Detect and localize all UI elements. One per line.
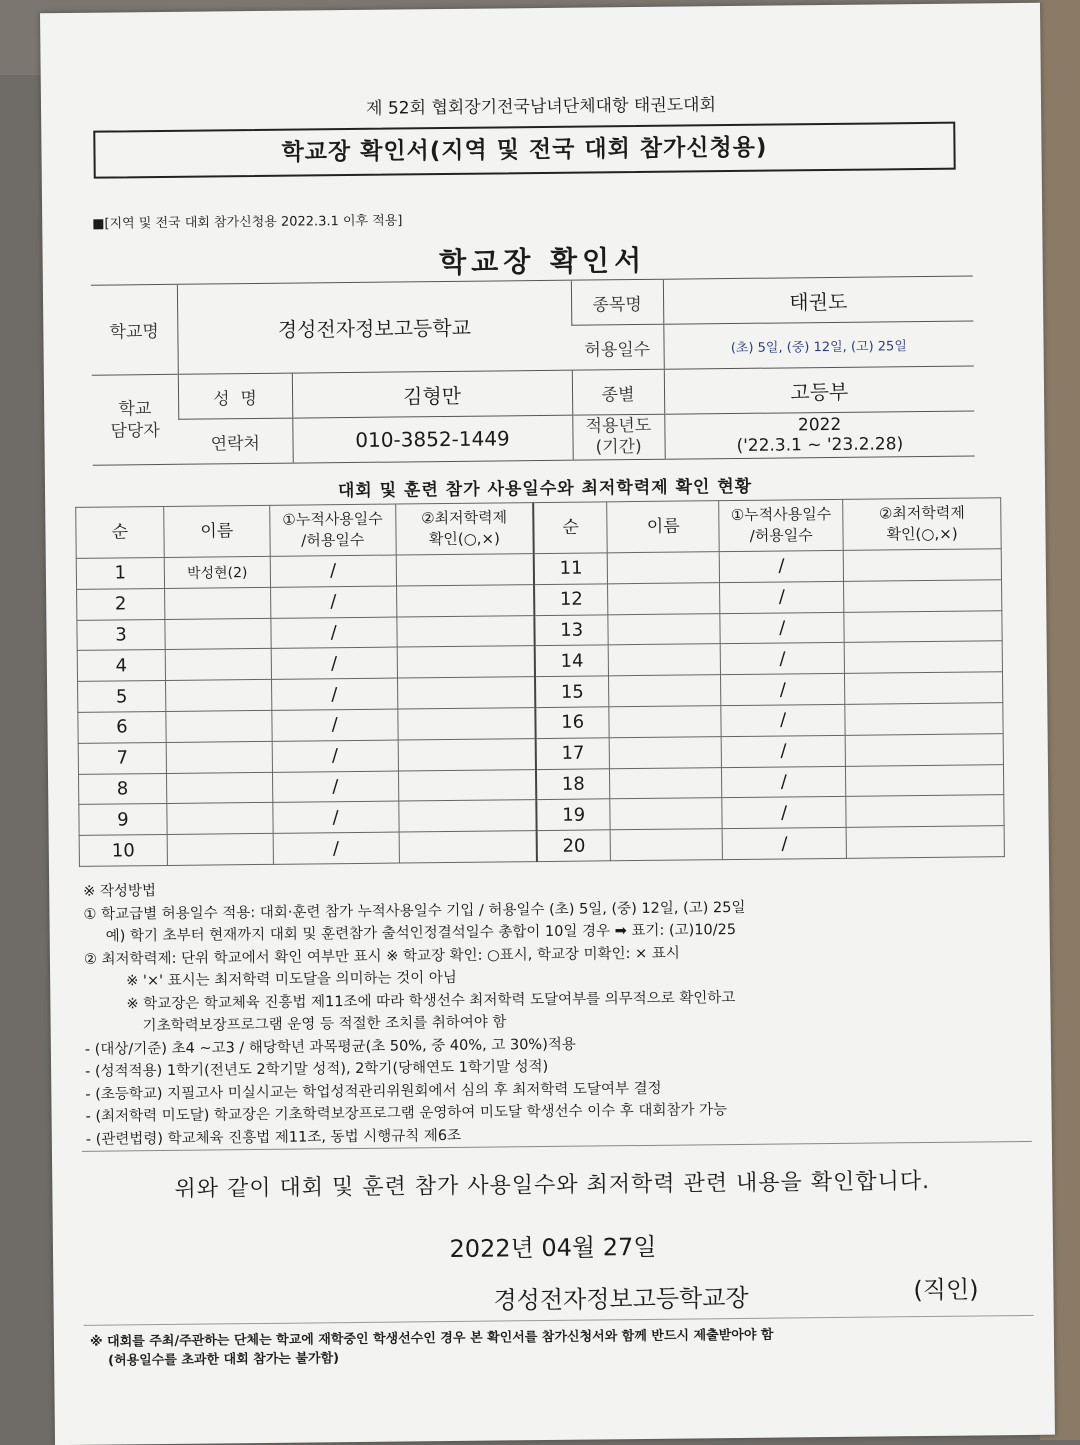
student-name: [610, 798, 722, 830]
col-header-name: 이름: [607, 501, 719, 553]
method-line: - (초등학교) 지필고사 미실시교는 학업성적관리위원회에서 심의 후 최저학력 도달여부 결정: [85, 1080, 662, 1103]
col-header-min-academic: ②최저학력제 확인(○,×): [843, 498, 1001, 551]
confirm-statement: 위와 같이 대회 및 훈련 참가 사용일수와 최저학력 관련 내용을 확인합니다.: [174, 1168, 931, 1202]
min-academic-check: [396, 554, 534, 586]
method-line: - (최저학력 미도달) 학교장은 기초학력보장프로그램 운영하여 미도달 학생선수 이수 후 대회참가 가능: [85, 1102, 728, 1125]
method-line: ① 학교급별 허용일수 적용: 대회·훈련 참가 누적사용일수 기입 / 허용일수 (초) 5일, (중) 12일, (고) 25일: [83, 899, 746, 923]
min-academic-check: [398, 769, 536, 801]
min-academic-check: [398, 800, 536, 832]
period-value: ('22.3.1 ~ '23.2.28): [736, 434, 904, 456]
col-header-used-days: ①누적사용일수 /허용일수: [269, 504, 395, 556]
used-days: /: [271, 678, 397, 710]
student-name: [609, 644, 721, 676]
row-number: 2: [77, 588, 165, 620]
header-title: 학교장 확인서(지역 및 전국 대회 참가신청용): [93, 122, 955, 179]
writing-method: [83, 871, 1026, 1151]
min-academic-check: [398, 738, 536, 770]
method-line: 예) 학기 초부터 현재까지 대회 및 훈련참가 출석인정결석일수 총합이 10일 경우 ➡ 표기: (고)10/25: [105, 921, 737, 945]
manager-label: 학교 담당자: [92, 374, 179, 465]
student-name: [166, 710, 272, 742]
min-academic-check: [844, 610, 1002, 642]
min-academic-check: [397, 708, 535, 740]
official-seal-label: (직인): [913, 1275, 979, 1305]
used-days: /: [270, 586, 396, 618]
apply-note: ■[지역 및 전국 대회 참가신청용 2022.3.1 이후 적용]: [92, 213, 403, 232]
allow-label: 허용일수: [571, 324, 663, 370]
student-name: [164, 587, 270, 619]
student-name: [608, 613, 720, 645]
row-number: 16: [535, 707, 609, 739]
method-line: 기초학력보장프로그램 운영 등 적절한 조치를 취하여야 함: [142, 1014, 507, 1035]
row-number: 1: [76, 557, 164, 589]
min-academic-check: [397, 677, 535, 709]
used-days: /: [720, 643, 844, 675]
student-name: 박성현(2): [164, 556, 270, 588]
sport-label: 종목명: [571, 279, 663, 325]
min-academic-check: [399, 831, 537, 863]
row-number: 5: [78, 681, 166, 713]
student-name: [610, 767, 722, 799]
min-academic-check: [844, 641, 1002, 673]
student-name: [167, 803, 273, 835]
document-page: [40, 3, 1055, 1445]
sport-value: 태권도: [663, 276, 973, 324]
student-name: [166, 772, 272, 804]
division-label: 종별: [572, 369, 664, 415]
min-academic-check: [396, 615, 534, 647]
contact-value: 010-3852-1449: [292, 415, 572, 463]
footnote: [90, 1323, 1040, 1371]
cert-title: 학교장 확인서: [438, 243, 647, 280]
row-number: 3: [77, 619, 165, 651]
row-number: 15: [535, 676, 609, 708]
min-academic-check: [845, 733, 1003, 765]
used-days: /: [270, 555, 396, 587]
row-number: 10: [79, 835, 167, 867]
method-heading: ※ 작성방법: [83, 883, 157, 900]
used-days: /: [721, 704, 845, 736]
row-number: 19: [536, 799, 610, 831]
allow-days: (초) 5일, (중) 12일, (고) 25일: [663, 321, 973, 369]
row-number: 20: [537, 830, 611, 862]
col-header-min-academic: ②최저학력제 확인(○,×): [395, 503, 533, 555]
method-line: ② 최저학력제: 단위 학교에서 확인 여부만 표시 ※ 학교장 확인: ○표시, 학교장 미확인: × 표시: [83, 945, 680, 968]
min-academic-check: [846, 764, 1004, 796]
student-name: [166, 741, 272, 773]
used-days: /: [272, 771, 398, 803]
used-days: /: [272, 709, 398, 741]
year-cell: [664, 411, 974, 459]
method-line: - (관련법령) 학교체육 진흥법 제11조, 동법 시행규칙 제6조: [85, 1127, 462, 1148]
used-days: /: [720, 612, 844, 644]
row-number: 17: [536, 738, 610, 770]
school-name: 경성전자정보고등학교: [177, 280, 572, 374]
used-days: /: [722, 797, 846, 829]
row-number: 4: [77, 650, 165, 682]
school-label: 학교명: [91, 284, 178, 375]
method-line: - (대상/기준) 초4 ~고3 / 해당학년 과목평균(초 50%, 중 40%, 고 30%)적용: [84, 1036, 576, 1058]
student-name: [165, 618, 271, 650]
footnote-line: ※ 대회를 주최/주관하는 단체는 학교에 재학중인 학생선수인 경우 본 확인서를 참가신청서와 함께 반드시 제출받아야 함: [89, 1327, 774, 1350]
min-academic-check: [843, 549, 1001, 581]
event-title: 제 52회 협회장기전국남녀단체대항 태권도대회: [366, 95, 717, 119]
col-header-used-days: ①누적사용일수 /허용일수: [719, 499, 843, 551]
student-name: [165, 649, 271, 681]
used-days: /: [722, 828, 846, 860]
used-days: /: [721, 735, 845, 767]
participation-table: [75, 497, 1005, 867]
used-days: /: [273, 801, 399, 833]
used-days: /: [721, 674, 845, 706]
contact-label: 연락처: [178, 418, 292, 464]
row-number: 7: [78, 742, 166, 774]
student-name: [609, 706, 721, 738]
used-days: /: [273, 832, 399, 864]
info-table: [91, 275, 975, 465]
method-line: ※ 학교장은 학교체육 진흥법 제11조에 따라 학생선수 최저학력 도달여부를 의무적으로 확인하고: [126, 989, 736, 1012]
min-academic-check: [397, 646, 535, 678]
row-number: 13: [534, 614, 608, 646]
col-header-name: 이름: [164, 505, 270, 557]
issue-date: 2022년 04월 27일: [449, 1232, 657, 1264]
used-days: /: [272, 740, 398, 772]
min-academic-check: [846, 826, 1004, 858]
used-days: /: [720, 581, 844, 613]
row-number: 12: [534, 584, 608, 616]
division-value: 고등부: [664, 366, 974, 414]
method-line: - (성적적용) 1학기(전년도 2학기말 성적), 2학기(당해연도 1학기말 성적): [85, 1058, 549, 1080]
row-number: 14: [535, 645, 609, 677]
principal-name: 경성전자정보고등학교장: [493, 1283, 749, 1315]
used-days: /: [271, 617, 397, 649]
min-academic-check: [845, 672, 1003, 704]
used-days: /: [271, 647, 397, 679]
row-number: 18: [536, 768, 610, 800]
student-name: [608, 552, 720, 584]
manager-name: 김형만: [292, 370, 572, 418]
min-academic-check: [846, 795, 1004, 827]
student-name: [165, 680, 271, 712]
student-name: [609, 675, 721, 707]
col-header-no: 순: [76, 506, 164, 558]
footnote-line: (허용일수를 초과한 대회 참가는 불가함): [108, 1351, 340, 1369]
used-days: /: [719, 550, 843, 582]
student-name: [167, 834, 273, 866]
method-line: ※ '×' 표시는 최저학력 미도달을 의미하는 것이 아님: [126, 969, 457, 990]
student-name: [608, 582, 720, 614]
row-number: 6: [78, 711, 166, 743]
min-academic-check: [396, 584, 534, 616]
min-academic-check: [844, 579, 1002, 611]
status-title: 대회 및 훈련 참가 사용일수와 최저학력제 확인 현황: [337, 476, 753, 502]
student-name: [611, 829, 723, 861]
student-name: [610, 736, 722, 768]
col-header-no: 순: [533, 502, 607, 554]
row-number: 8: [78, 773, 166, 805]
row-number: 9: [79, 804, 167, 836]
row-number: 11: [534, 553, 608, 585]
min-academic-check: [845, 703, 1003, 735]
year-label: 적용년도 (기간): [572, 414, 664, 460]
used-days: /: [722, 766, 846, 798]
year-value: 2022: [797, 414, 842, 436]
name-label: 성 명: [178, 373, 292, 419]
